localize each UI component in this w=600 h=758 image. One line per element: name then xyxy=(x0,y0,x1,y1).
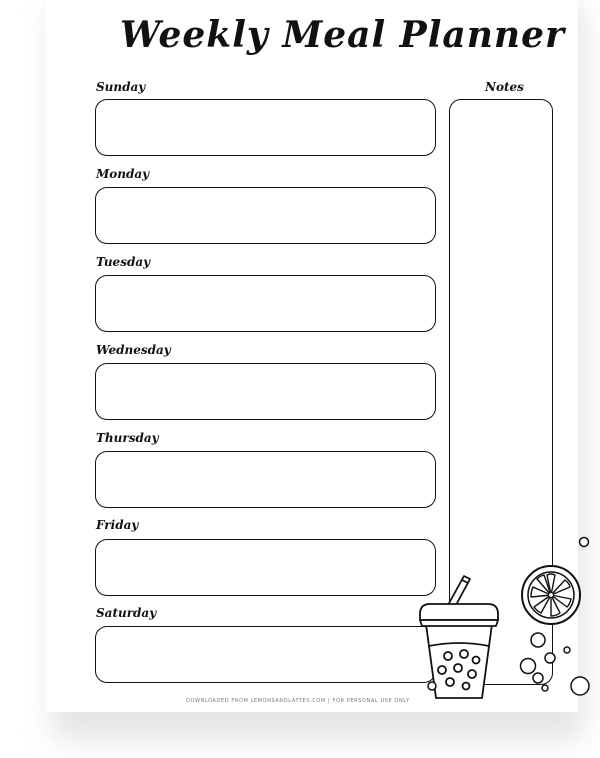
day-label-sunday: Sunday xyxy=(96,80,146,94)
meal-box-saturday[interactable] xyxy=(95,626,436,683)
meal-box-thursday[interactable] xyxy=(95,451,436,508)
bubbles-icon xyxy=(420,530,600,710)
notes-label: Notes xyxy=(485,80,524,94)
meal-box-monday[interactable] xyxy=(95,187,436,244)
footer-credit: DOWNLOADED FROM LEMONSANDLATTES.COM | FOR PERSONAL USE ONLY xyxy=(186,698,410,704)
day-label-friday: Friday xyxy=(96,518,139,532)
meal-box-friday[interactable] xyxy=(95,539,436,596)
meal-box-tuesday[interactable] xyxy=(95,275,436,332)
day-label-thursday: Thursday xyxy=(96,431,159,445)
day-label-saturday: Saturday xyxy=(96,606,157,620)
day-label-tuesday: Tuesday xyxy=(96,255,151,269)
day-label-wednesday: Wednesday xyxy=(96,343,171,357)
page-title: Weekly Meal Planner xyxy=(120,14,565,56)
day-label-monday: Monday xyxy=(96,167,150,181)
meal-box-wednesday[interactable] xyxy=(95,363,436,420)
meal-box-sunday[interactable] xyxy=(95,99,436,156)
